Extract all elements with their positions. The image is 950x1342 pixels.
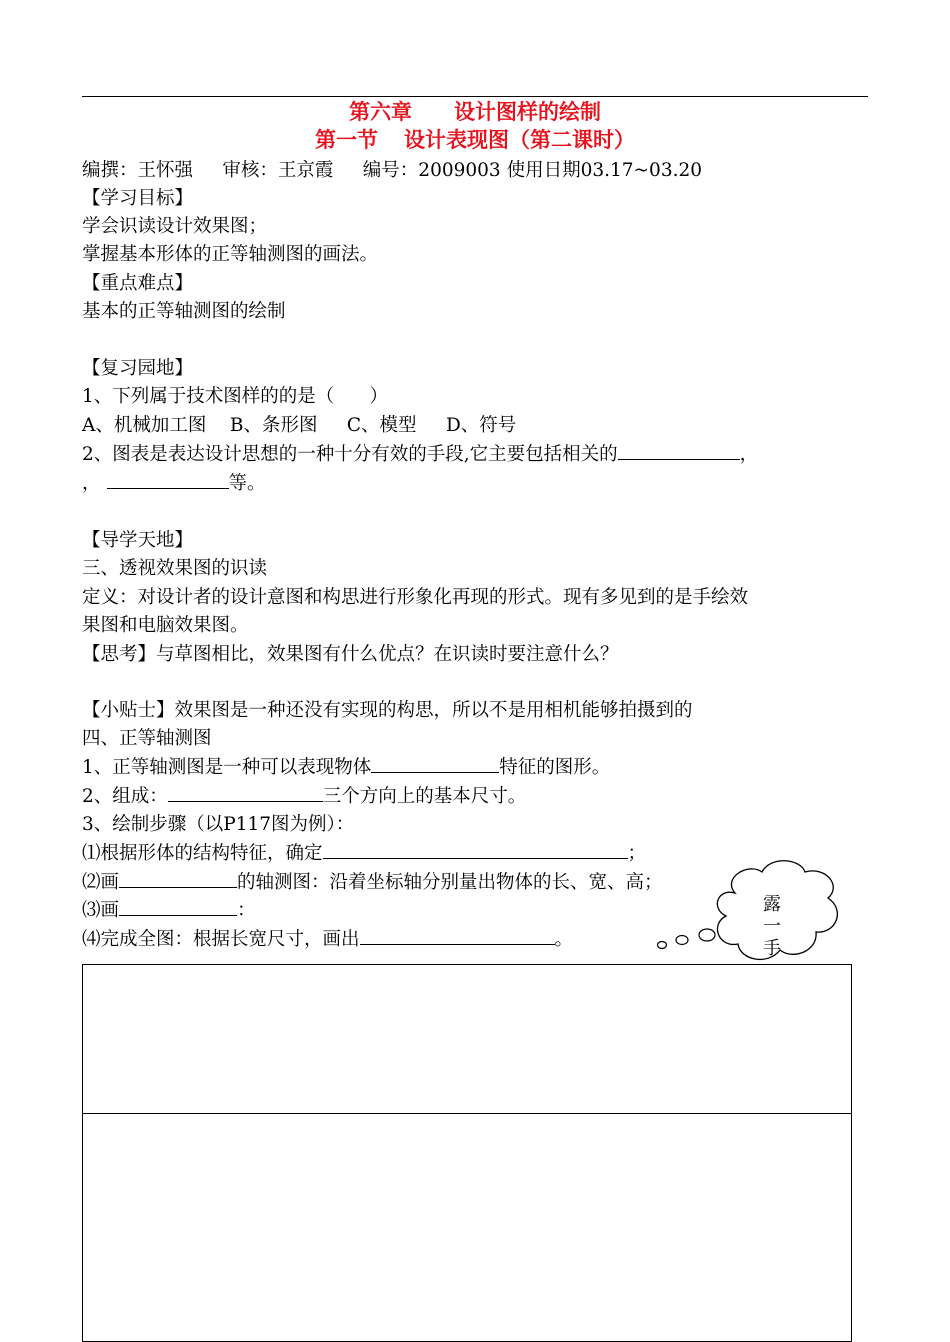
goal-item: 掌握基本形体的正等轴测图的画法。 <box>82 244 379 265</box>
item-1-text: 1、正等轴测图是一种可以表现物体 <box>82 757 372 778</box>
answer-box-bottom[interactable] <box>82 1113 852 1342</box>
review-question-1: 1、下列属于技术图样的的是（ ） <box>82 386 389 407</box>
punctuation: ， <box>82 473 101 494</box>
item-2-text: 2、组成： <box>82 786 168 807</box>
key-points-heading: 【重点难点】 <box>82 273 194 294</box>
answer-box-top[interactable] <box>82 964 852 1114</box>
meta-line: 编撰：王怀强 审核：王京霞 编号：2009003 使用日期03.17~03.20 <box>82 160 703 181</box>
chapter-name: 设计图样的绘制 <box>454 100 601 124</box>
step-4-text: ⑷完成全图：根据长宽尺寸，画出 <box>82 929 360 950</box>
review-question-2-text: 2、图表是表达设计思想的一种十分有效的手段,它主要包括相关的 <box>82 444 618 465</box>
step-3-text: ⑶画 <box>82 900 120 921</box>
step-3-end: ： <box>237 900 256 921</box>
step-4-end: 。 <box>554 929 574 950</box>
item-2-end: 三个方向上的基本尺寸。 <box>322 786 527 807</box>
item-1-end: 特征的图形。 <box>499 757 611 778</box>
review-question-1-options: A、机械加工图 B、条形图 C、模型 D、符号 <box>82 415 517 436</box>
step-2-text: ⑵画 <box>82 872 120 893</box>
review-heading: 【复习园地】 <box>82 358 194 379</box>
punctuation: ， <box>739 444 759 465</box>
step-1-text: ⑴根据形体的结构特征，确定 <box>82 843 323 864</box>
goal-item: 学会识读设计效果图； <box>82 216 268 237</box>
section-4-heading: 四、正等轴测图 <box>82 728 212 749</box>
review-question-2-end: 等。 <box>228 473 266 494</box>
definition-line-1: 定义：对设计者的设计意图和构思进行形象化再现的形式。现有多见到的是手绘效 <box>82 587 749 608</box>
guide-heading: 【导学天地】 <box>82 530 194 551</box>
tip-text: 【小贴士】效果图是一种还没有实现的构思，所以不是用相机能够拍摄到的 <box>82 700 693 721</box>
think-prompt: 【思考】与草图相比，效果图有什么优点？在识读时要注意什么？ <box>82 644 619 665</box>
section-number: 第一节 <box>315 128 378 152</box>
item-3: 3、绘制步骤（以P117图为例）： <box>82 814 355 835</box>
definition-line-2: 果图和电脑效果图。 <box>82 615 249 636</box>
key-points-text: 基本的正等轴测图的绘制 <box>82 301 286 322</box>
section-name: 设计表现图（第二课时） <box>404 128 635 152</box>
goals-heading: 【学习目标】 <box>82 188 194 209</box>
chapter-number: 第六章 <box>349 100 412 124</box>
step-2-end: 的轴测图：沿着坐标轴分别量出物体的长、宽、高； <box>237 872 663 893</box>
cloud-label: 露一手 <box>763 894 781 959</box>
section-3-heading: 三、透视效果图的识读 <box>82 558 268 579</box>
step-1-end: ； <box>627 843 647 864</box>
